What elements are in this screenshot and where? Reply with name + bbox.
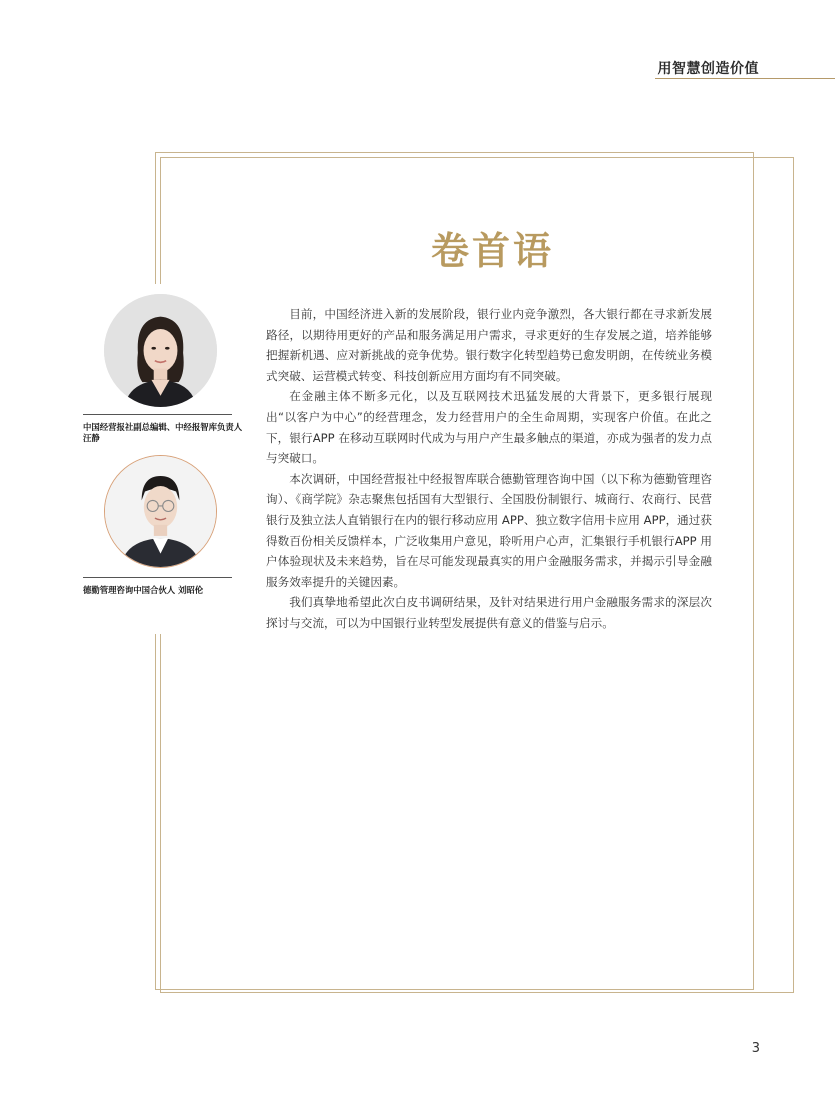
page-number: 3 (751, 1041, 760, 1056)
paragraph: 本次调研，中国经营报社中经报智库联合德勤管理咨询中国（以下称为德勤管理咨询）、《商学院》杂志聚焦包括国有大型银行、全国股份制银行、城商行、农商行、民营银行及独立法人直销银行在内的银行移动应用 APP、独立数字信用卡应用 APP，通过获得数百份相关反馈样本，广泛收集用户意见，聆听用户心声，汇集银行手机银行APP 用户体验现状及未来趋势，旨在尽可能发现最真实的用户金融服务需求，并揭示引导金融服务效率提升的关键因素。 (266, 471, 712, 589)
caption-rule (83, 414, 232, 415)
paragraph: 我们真挚地希望此次白皮书调研结果，及针对结果进行用户金融服务需求的深层次探讨与交流，可以为中国银行业转型发展提供有意义的借鉴与启示。 (266, 595, 712, 630)
portrait-male-icon (105, 456, 216, 567)
paragraph: 在金融主体不断多元化，以及互联网技术迅猛发展的大背景下，更多银行展现出“以客户为中心”的经营理念，发力经营用户的全生命周期，实现客户价值。在此之下，银行APP 在移动互联网时代成为与用户产生最多触点的渠道，亦成为强者的发力点与突破口。 (266, 389, 712, 466)
header-rule (655, 78, 835, 79)
page-heading: 卷首语 (430, 229, 554, 273)
portrait-female-icon (104, 294, 217, 407)
portrait-caption: 德勤管理咨询中国合伙人 刘昭伦 (83, 585, 204, 595)
portrait-photo-male (104, 455, 217, 568)
body-text (266, 304, 712, 634)
portrait-photo-female (104, 294, 217, 407)
header-title: 用智慧创造价值 (657, 61, 759, 77)
portrait-caption: 中国经营报社副总编辑、中经报智库负责人 汪静 (83, 422, 243, 443)
paragraph: 目前，中国经济进入新的发展阶段，银行业内竞争激烈，各大银行都在寻求新发展路径，以期待用更好的产品和服务满足用户需求，寻求更好的生存发展之道，培养能够把握新机遇、应对新挑战的竞争优势。银行数字化转型趋势已愈发明朗，在传统业务模式突破、运营模式转变、科技创新应用方面均有不同突破。 (266, 307, 712, 383)
caption-rule (83, 577, 232, 578)
